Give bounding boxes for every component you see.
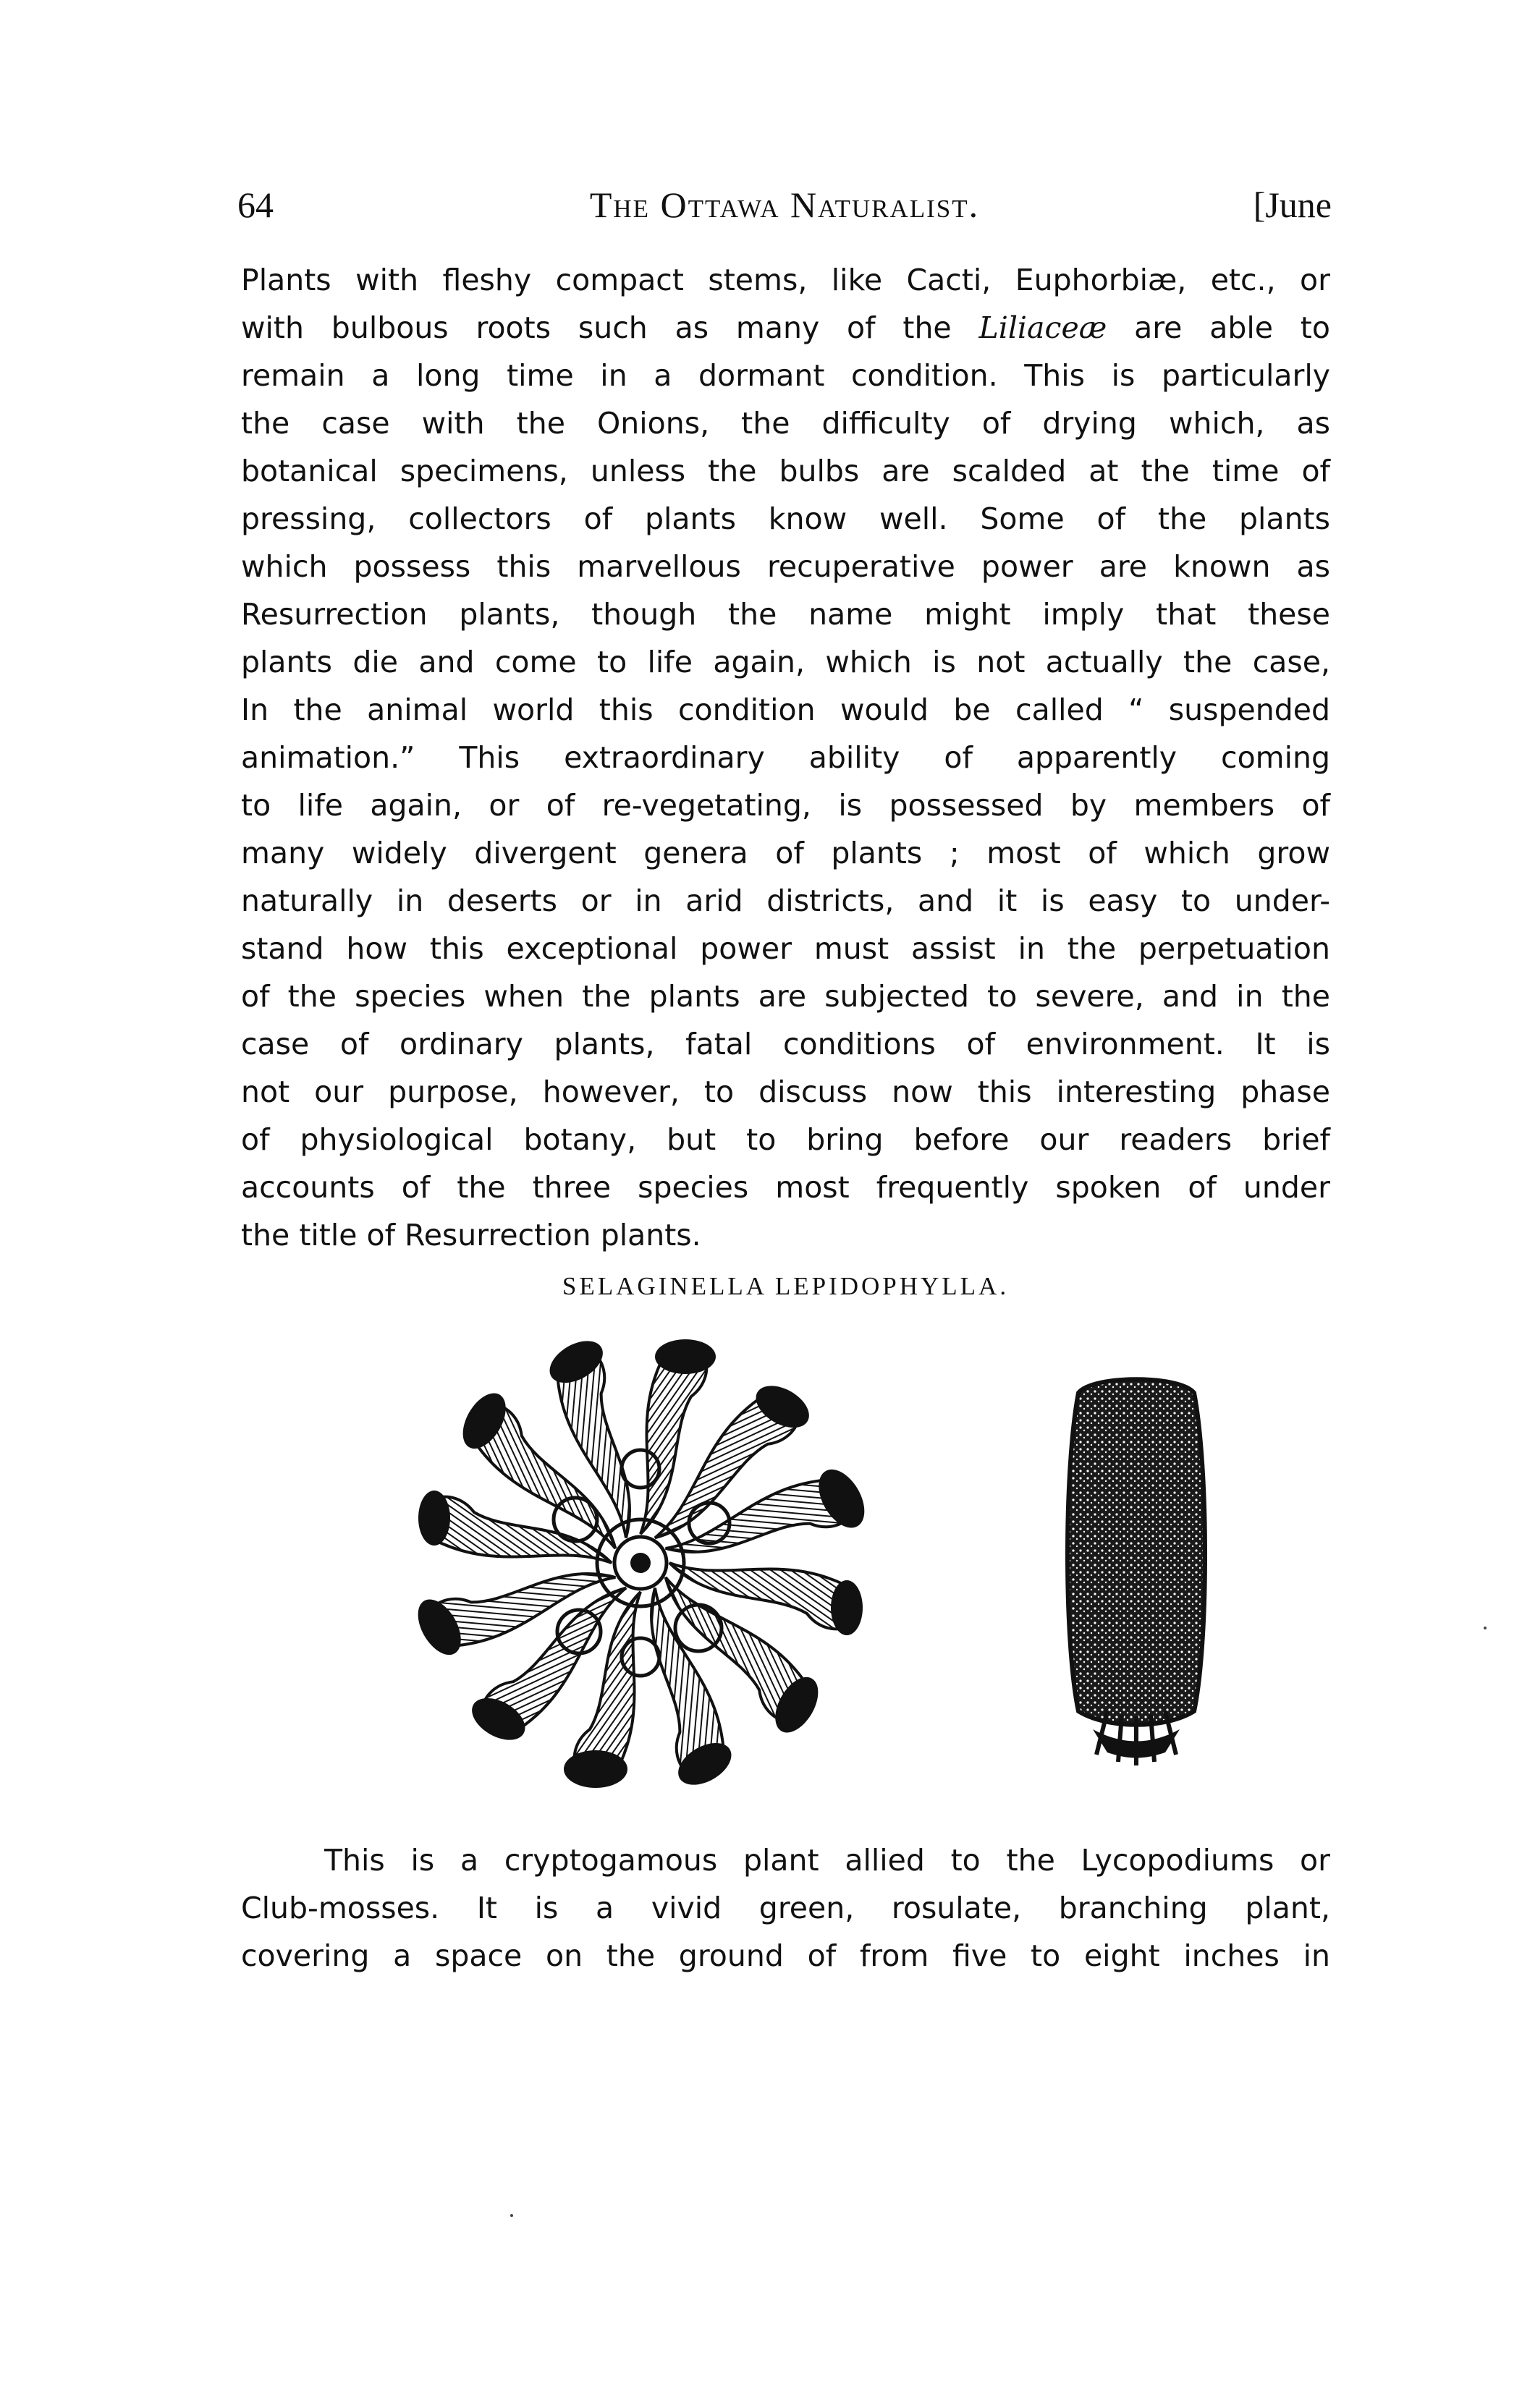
paragraph-description bbox=[241, 1836, 1330, 1980]
text-line: This is a cryptogamous plant allied to the Lycopodiums or bbox=[324, 1843, 1330, 1878]
text-line bbox=[241, 781, 1330, 829]
paragraph-intro bbox=[241, 256, 1330, 1259]
text-line: covering a space on the ground of from five to eight inches in bbox=[241, 1938, 1330, 1973]
text-line bbox=[241, 734, 1330, 781]
text-line bbox=[241, 1163, 1330, 1211]
text-segment: naturally in deserts or in arid districts, and it is easy to under- bbox=[241, 883, 1330, 918]
text-line bbox=[241, 1116, 1330, 1163]
text-line bbox=[241, 877, 1330, 925]
text-segment: In the animal world this condition would be called “ suspended bbox=[241, 692, 1330, 727]
page-number: 64 bbox=[237, 185, 274, 225]
text-line bbox=[241, 352, 1330, 399]
italic-term: Liliaceæ bbox=[978, 310, 1107, 345]
text-segment: accounts of the three species most frequently spoken of under bbox=[241, 1170, 1330, 1205]
text-segment: animation.” This extraordinary ability of apparently coming bbox=[241, 740, 1330, 775]
text-line bbox=[241, 1068, 1330, 1116]
text-line bbox=[241, 829, 1330, 877]
text-line bbox=[241, 590, 1330, 638]
text-segment: Resurrection plants, though the name might imply that these bbox=[241, 597, 1330, 632]
stray-ink-mark bbox=[510, 2214, 513, 2217]
text-segment: stand how this exceptional power must assist in the perpetuation bbox=[241, 931, 1330, 966]
text-line bbox=[241, 447, 1330, 495]
rosette-illustration bbox=[409, 1332, 874, 1793]
text-segment: Plants with fleshy compact stems, like Cacti, Euphorbiæ, etc., or bbox=[241, 263, 1330, 297]
text-line bbox=[241, 972, 1330, 1020]
curled-plant-illustration bbox=[1067, 1379, 1205, 1765]
text-line bbox=[241, 543, 1330, 590]
text-segment: the title of Resurrection plants. bbox=[241, 1218, 701, 1252]
issue-month: [June bbox=[1253, 185, 1332, 225]
text-line bbox=[241, 925, 1330, 972]
journal-title: The Ottawa Naturalist. bbox=[589, 185, 980, 225]
text-segment: with bulbous roots such as many of the bbox=[241, 310, 979, 345]
figure-illustration bbox=[376, 1310, 1390, 1816]
text-line bbox=[241, 304, 1330, 352]
text-line bbox=[241, 1020, 1330, 1068]
figure-caption: SELAGINELLA LEPIDOPHYLLA. bbox=[562, 1272, 1010, 1300]
text-segment: the case with the Onions, the difficulty of drying which, as bbox=[241, 406, 1330, 441]
text-segment: not our purpose, however, to discuss now this interesting phase bbox=[241, 1074, 1330, 1109]
running-header bbox=[237, 179, 1332, 230]
text-segment: pressing, collectors of plants know well. Some of the plants bbox=[241, 501, 1330, 536]
text-line bbox=[241, 686, 1330, 734]
text-segment: which possess this marvellous recuperative power are known as bbox=[241, 549, 1330, 584]
text-line bbox=[241, 399, 1330, 447]
stray-ink-mark bbox=[1484, 1627, 1487, 1629]
text-segment: plants die and come to life again, which is not actually the case, bbox=[241, 645, 1330, 679]
text-segment: are able to bbox=[1107, 310, 1330, 345]
text-segment: botanical specimens, unless the bulbs are scalded at the time of bbox=[241, 454, 1330, 488]
text-line bbox=[241, 495, 1330, 543]
text-segment: case of ordinary plants, fatal conditions of environment. It is bbox=[241, 1027, 1330, 1061]
text-segment: to life again, or of re-vegetating, is possessed by members of bbox=[241, 788, 1330, 823]
text-line bbox=[241, 256, 1330, 304]
text-line bbox=[241, 1211, 1330, 1259]
text-segment: of the species when the plants are subjected to severe, and in the bbox=[241, 979, 1330, 1014]
text-segment: many widely divergent genera of plants ; most of which grow bbox=[241, 836, 1330, 870]
text-segment: of physiological botany, but to bring before our readers brief bbox=[241, 1122, 1330, 1157]
text-segment: remain a long time in a dormant condition. This is particularly bbox=[241, 358, 1330, 393]
text-line bbox=[241, 638, 1330, 686]
text-line: Club-mosses. It is a vivid green, rosulate, branching plant, bbox=[241, 1891, 1330, 1925]
